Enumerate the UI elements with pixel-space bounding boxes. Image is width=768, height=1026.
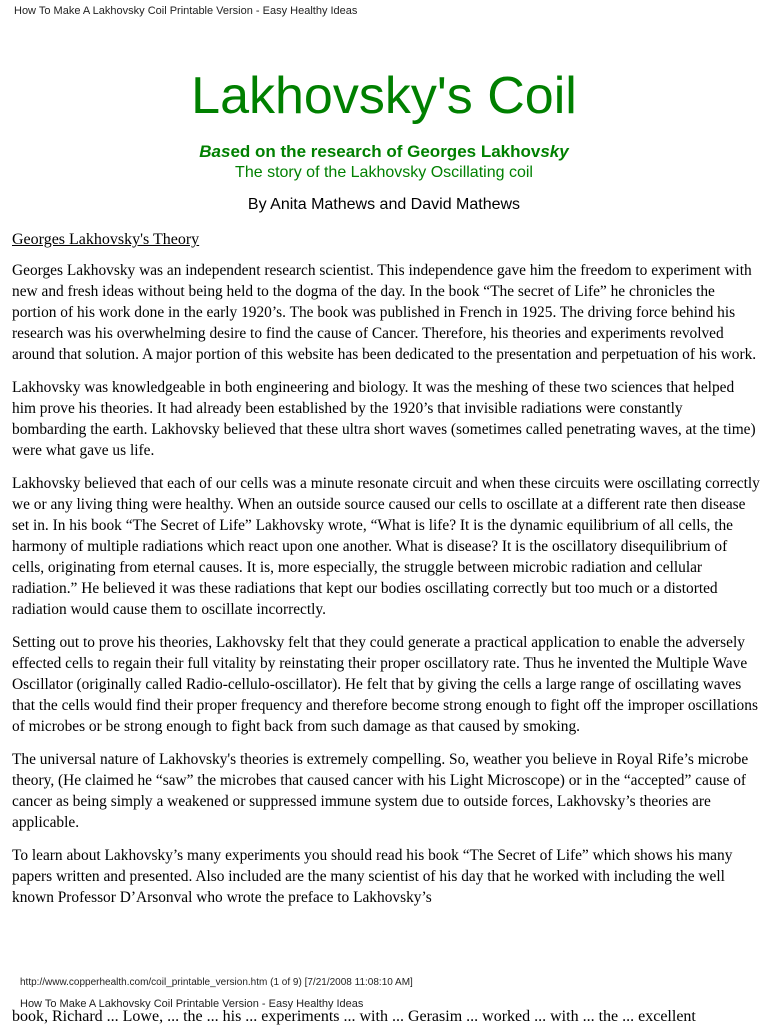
- paragraph: Lakhovsky believed that each of our cells was a minute resonate circuit and when these circuits were oscillating correctly we or any living thing were healthy. When an outside source caused our cells to oscillate at a different rate then disease set in. In his book “The Secret of Life” Lakhovsky wrote, “What is life? It is the dynamic equilibrium of all cells, the harmony of multiple radiations which react upon one another. What is disease? It is the oscillatory disequilibrium of cells, originating from eternal causes. It is, more especially, the struggle between microbic radiation and cellular radiation.” He believed it was these radiations that kept our bodies oscillating correctly but too much or a distorted radiation would cause them to oscillate incorrectly.: [12, 475, 760, 618]
- author-byline: By Anita Mathews and David Mathews: [247, 196, 521, 213]
- paragraph: To learn about Lakhovsky’s many experiments you should read his book “The Secret of Life” which shows his many papers written and presented. Also included are the many scientist of his day that he worked with including the well known Professor D’Arsonval who wrote the preface to Lakhovsky’s: [12, 847, 733, 906]
- paragraph: Lakhovsky was knowledgeable in both engineering and biology. It was the meshing of these two sciences that helped him prove his theories. It had already been established by the 1920’s that invisible radiations were constantly bombarding the earth. Lakhovsky believed that these ultra short waves (sometimes called penetrating waves, at the time) were what gave us life.: [12, 379, 756, 459]
- subtitle-italic-start: Bas: [199, 142, 231, 161]
- paragraph: Georges Lakhovsky was an independent research scientist. This independence gave him the freedom to experiment with new and fresh ideas without being held to the dogma of the day. In the book “The secret of Life” he chronicles the portion of his work done in the early 1920’s. The book was published in French in 1925. The driving force behind his research was his overwhelming desire to find the cause of Cancer. Therefore, his theories and experiments revolved around that solution. A major portion of this website has been dedicated to the presentation and perpetuation of his work.: [12, 262, 757, 363]
- section-heading: Georges Lakhovsky's Theory: [12, 231, 200, 248]
- footer-page-title: How To Make A Lakhovsky Coil Printable Version - Easy Healthy Ideas: [20, 998, 364, 1010]
- subtitle-story: The story of the Lakhovsky Oscillating coil: [235, 164, 533, 181]
- next-page-cut-text: [0, 1008, 768, 1025]
- cut-text: book, Richard ... Lowe, ... the ... his ... experiments ... with ... Gerasim ... worked ... with ... the ... excellent: [12, 1008, 696, 1025]
- subtitle-middle: ed on the research of Georges Lakhov: [230, 142, 541, 161]
- page-title: Lakhovsky's Coil: [191, 67, 577, 125]
- paragraph: The universal nature of Lakhovsky's theories is extremely compelling. So, weather you believe in Royal Rife’s microbe theory, (He claimed he “saw” the microbes that caused cancer with his Light Microscope) or in the “accepted” cause of cancer as being simply a weakened or suppressed immune system due to outside forces, Lakhovsky’s theories are applicable.: [12, 751, 749, 831]
- subtitle-italic-end: sky: [540, 142, 569, 161]
- article-body: [12, 260, 760, 908]
- footer-url: http://www.copperhealth.com/coil_printable_version.htm (1 of 9) [7/21/2008 11:08:10 AM]: [20, 977, 413, 988]
- paragraph: Setting out to prove his theories, Lakhovsky felt that they could generate a practical application to enable the adversely effected cells to regain their full vitality by reinstating their proper oscillatory rate. Thus he invented the Multiple Wave Oscillator (originally called Radio-cellulo-oscillator). He felt that by giving the cells a large range of oscillating waves that the cells would find their proper frequency and therefore become strong enough to fight off the improper oscillations of microbes or be strong enough to fight back from such damage as that caused by smoking.: [12, 634, 758, 735]
- browser-page-header: How To Make A Lakhovsky Coil Printable Version - Easy Healthy Ideas: [14, 5, 358, 17]
- subtitle: [0, 141, 768, 163]
